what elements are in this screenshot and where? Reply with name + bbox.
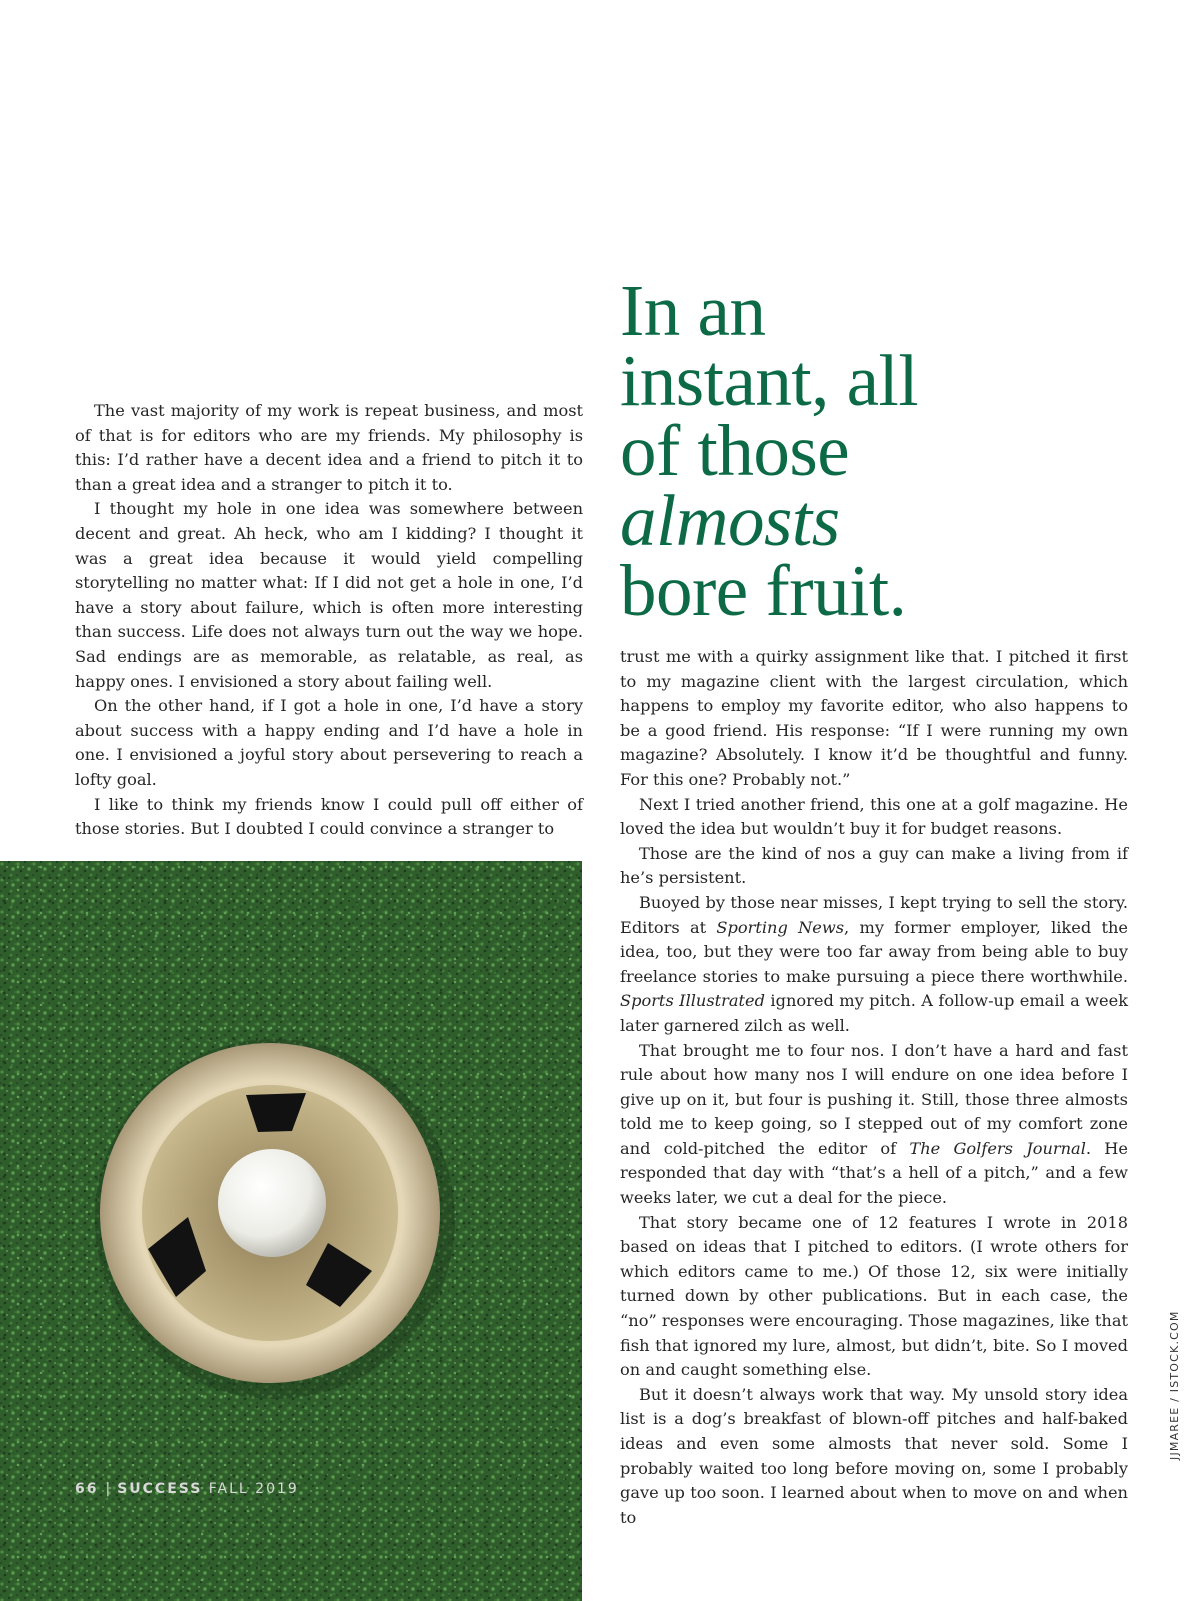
pull-quote <box>620 270 1140 631</box>
left-article-column <box>75 399 583 842</box>
pull-quote-line: of those <box>620 410 850 491</box>
paragraph: Those are the kind of nos a guy can make a living from if he’s persistent. <box>620 843 1128 888</box>
photo-credit: JJMAREE / ISTOCK.COM <box>1168 1310 1181 1460</box>
paragraph: I like to think my friends know I could pull off either of those stories. But I doubted I could convince a stranger to <box>75 794 583 839</box>
pull-quote-line: In an <box>620 270 766 351</box>
page-folio <box>75 1481 299 1497</box>
publication-name: The Golfers Journal <box>909 1138 1086 1158</box>
paragraph: That story became one of 12 features I wrote in 2018 based on ideas that I pitched to editors. (I wrote others for which editors came to me.) Of those 12, six were initially turned down by other publications. But in each case, the “no” responses were encouraging. Those magazines, like that fish that ignored my lure, almost, but didn’t, bite. So I moved on and caught something else. <box>620 1212 1128 1380</box>
pull-quote-line: bore fruit. <box>620 550 907 631</box>
paragraph: Next I tried another friend, this one at a golf magazine. He loved the idea but wouldn’t buy it for budget reasons. <box>620 794 1128 839</box>
pull-quote-line: instant, all <box>620 340 919 421</box>
pull-quote-line <box>620 480 1140 561</box>
right-article-column <box>620 645 1128 1530</box>
paragraph: But it doesn’t always work that way. My unsold story idea list is a dog’s breakfast of blown-off pitches and half-baked ideas and even some almosts that never sold. Some I probably waited too long before moving on, some I probably gave up too soon. I learned about when to move on and when to <box>620 1384 1128 1527</box>
folio-separator: | <box>105 1481 111 1497</box>
publication-name: Sporting News <box>716 917 845 937</box>
page-number: 66 <box>75 1481 99 1497</box>
paragraph: Buoyed by those near misses, I kept trying to sell the story. Editors at Sporting News, my former employer, liked the idea, too, but they were too far away from being able to buy freelance stories to make pursuing a piece there worthwhile. Sports Illustrated ignored my pitch. A follow-up email a week later garnered zilch as well. <box>620 892 1129 1035</box>
pull-quote-emphasis: almosts <box>620 480 840 561</box>
paragraph: trust me with a quirky assignment like that. I pitched it first to my magazine client with the largest circulation, which happens to employ my favorite editor, who also happens to be a good friend. His response: “If I were running my own magazine? Absolutely. I know it’d be thoughtful and funny. For this one? Probably not.” <box>620 647 1128 789</box>
paragraph: On the other hand, if I got a hole in one, I’d have a story about success with a happy ending and I’d have a hole in one. I envisioned a joyful story about persevering to reach a lofty goal. <box>75 696 583 789</box>
paragraph: The vast majority of my work is repeat business, and most of that is for editors who are my friends. My philosophy is this: I’d rather have a decent idea and a friend to pitch it to than a great idea and a stranger to pitch it to. <box>75 401 583 494</box>
magazine-name: SUCCESS <box>117 1481 203 1497</box>
paragraph: That brought me to four nos. I don’t have a hard and fast rule about how many nos I will endure on one idea before I give up on it, but four is pushing it. Still, those three almosts told me to keep going, so I stepped out of my comfort zone and cold-pitched the editor of The Golfers Journal. He responded that day with “that’s a hell of a pitch,” and a few weeks later, we cut a deal for the piece. <box>620 1040 1128 1208</box>
issue-label: FALL 2019 <box>208 1481 299 1497</box>
paragraph: I thought my hole in one idea was somewhere between decent and great. Ah heck, who am I kidding? I thought it was a great idea because it would yield compelling storytelling no matter what: If I did not get a hole in one, I’d have a story about failure, which is often more interesting than success. Life does not always turn out the way we hope. Sad endings are as memorable, as relatable, as real, as happy ones. I envisioned a story about failing well. <box>75 499 583 691</box>
publication-name: Sports Illustrated <box>620 991 765 1011</box>
